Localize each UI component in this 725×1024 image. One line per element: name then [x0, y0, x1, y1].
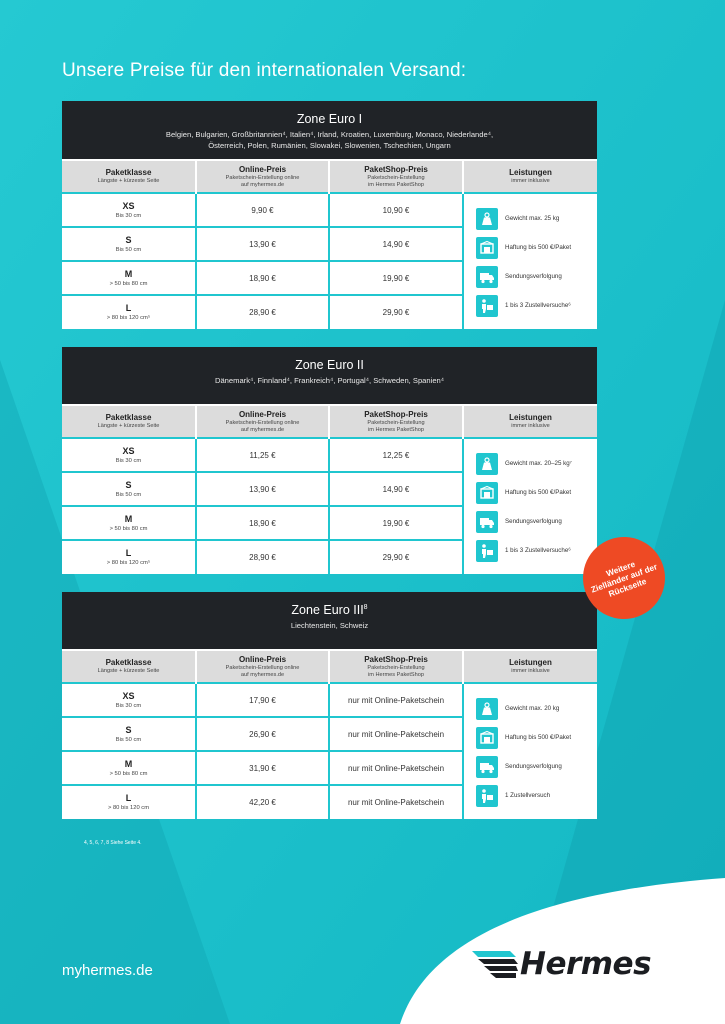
service-label: Gewicht max. 25 kg	[505, 215, 560, 222]
hermes-logo-text: Hermes	[520, 946, 652, 982]
table-header-row	[62, 160, 597, 193]
online-price-cell: 18,90 €	[196, 506, 329, 540]
tracking-truck-icon	[476, 756, 498, 778]
size-class-cell: XS Bis 30 cm	[62, 438, 196, 472]
column-header-online: Online-Preis Paketschein-Erstellung online auf myhermes.de	[196, 160, 329, 193]
service-label: Gewicht max. 20 kg	[505, 705, 560, 712]
liability-icon	[476, 727, 498, 749]
weight-icon	[476, 208, 498, 230]
service-item	[476, 723, 597, 752]
online-price-cell: 13,90 €	[196, 227, 329, 261]
service-label: Sendungsverfolgung	[505, 273, 562, 280]
zone-title: Zone Euro III$^8$	[291, 603, 368, 618]
zone-countries: Dänemark⁴, Finnland⁴, Frankreich⁴, Portugal⁴, Schweden, Spanien⁴	[214, 376, 445, 386]
courier-icon	[476, 785, 498, 807]
liability-icon	[476, 482, 498, 504]
weight-icon	[476, 453, 498, 475]
column-header-services: Leistungen immer inklusive	[463, 160, 597, 193]
zone-euro-2-table	[62, 347, 597, 574]
price-table	[62, 159, 597, 329]
service-label: Haftung bis 500 €/Paket	[505, 244, 572, 251]
service-item	[476, 449, 597, 478]
online-price-cell: 26,90 €	[196, 717, 329, 751]
footnote: 4, 5, 6, 7, 8 Siehe Seite 4.	[84, 840, 142, 846]
service-label: Haftung bis 500 €/Paket	[505, 734, 572, 741]
table-header-row	[62, 405, 597, 438]
service-item	[476, 694, 597, 723]
shop-price-cell: 14,90 €	[329, 227, 463, 261]
table-header-row	[62, 650, 597, 683]
shop-price-cell: nur mit Online-Paketschein	[329, 751, 463, 785]
shop-price-cell: nur mit Online-Paketschein	[329, 683, 463, 717]
courier-icon	[476, 540, 498, 562]
service-item	[476, 233, 597, 262]
online-price-cell: 17,90 €	[196, 683, 329, 717]
hermes-logo	[470, 944, 680, 984]
zone-title: Zone Euro II	[295, 358, 364, 373]
shop-price-cell: 10,90 €	[329, 193, 463, 227]
service-label: Sendungsverfolgung	[505, 518, 562, 525]
column-header-online: Online-Preis Paketschein-Erstellung online auf myhermes.de	[196, 650, 329, 683]
website-url[interactable]: myhermes.de	[62, 962, 153, 979]
service-label: Sendungsverfolgung	[505, 763, 562, 770]
online-price-cell: 28,90 €	[196, 295, 329, 329]
zone-euro-1-table	[62, 101, 597, 329]
table-row	[62, 193, 597, 227]
size-class-cell: XS Bis 30 cm	[62, 683, 196, 717]
zone-title: Zone Euro I	[296, 112, 363, 127]
zone-countries: Liechtenstein, Schweiz	[290, 621, 369, 631]
zone-title-footnote: 8	[363, 604, 368, 611]
shop-price-cell: 19,90 €	[329, 506, 463, 540]
zone-header	[62, 592, 597, 649]
size-class-cell: L > 80 bis 120 cm⁵	[62, 540, 196, 574]
service-label: 1 bis 3 Zustellversuche⁶	[505, 302, 571, 309]
service-item	[476, 507, 597, 536]
column-header-class: Paketklasse Längste + kürzeste Seite	[62, 160, 196, 193]
service-label: 1 Zustellversuch	[505, 792, 551, 799]
size-class-cell: S Bis 50 cm	[62, 227, 196, 261]
liability-icon	[476, 237, 498, 259]
hermes-wing-icon	[470, 947, 526, 981]
table-row	[62, 438, 597, 472]
zone-header	[62, 347, 597, 404]
online-price-cell: 31,90 €	[196, 751, 329, 785]
service-label: Haftung bis 500 €/Paket	[505, 489, 572, 496]
online-price-cell: 18,90 €	[196, 261, 329, 295]
services-cell	[463, 193, 597, 329]
size-class-cell: L > 80 bis 120 cm⁵	[62, 295, 196, 329]
size-class-cell: L > 80 bis 120 cm	[62, 785, 196, 819]
service-item	[476, 752, 597, 781]
service-item	[476, 262, 597, 291]
column-header-shop: PaketShop-Preis Paketschein-Erstellung im Hermes PaketShop	[329, 160, 463, 193]
shop-price-cell: 14,90 €	[329, 472, 463, 506]
size-class-cell: M > 50 bis 80 cm	[62, 261, 196, 295]
online-price-cell: 13,90 €	[196, 472, 329, 506]
service-item	[476, 291, 597, 320]
zone-euro-3-table	[62, 592, 597, 819]
shop-price-cell: 29,90 €	[329, 540, 463, 574]
column-header-class: Paketklasse Längste + kürzeste Seite	[62, 650, 196, 683]
service-item	[476, 536, 597, 565]
more-destinations-badge: Weitere Zielländer auf der Rückseite	[571, 525, 676, 630]
service-label: Gewicht max. 20–25 kg⁷	[505, 460, 572, 467]
online-price-cell: 9,90 €	[196, 193, 329, 227]
shop-price-cell: 19,90 €	[329, 261, 463, 295]
price-table	[62, 649, 597, 819]
zone-countries: Belgien, Bulgarien, Großbritannien⁴, Italien⁴, Irland, Kroatien, Luxemburg, Monaco, Niederlande⁴, Österreich, Polen, Rumänien, Slowakei, Slowenien, Tschechien, Ungarn	[165, 130, 494, 151]
shop-price-cell: nur mit Online-Paketschein	[329, 717, 463, 751]
column-header-online: Online-Preis Paketschein-Erstellung online auf myhermes.de	[196, 405, 329, 438]
online-price-cell: 11,25 €	[196, 438, 329, 472]
price-table	[62, 404, 597, 574]
size-class-cell: S Bis 50 cm	[62, 472, 196, 506]
shop-price-cell: nur mit Online-Paketschein	[329, 785, 463, 819]
column-header-class: Paketklasse Längste + kürzeste Seite	[62, 405, 196, 438]
online-price-cell: 28,90 €	[196, 540, 329, 574]
services-cell	[463, 438, 597, 574]
column-header-services: Leistungen immer inklusive	[463, 650, 597, 683]
zone-header	[62, 101, 597, 159]
services-cell	[463, 683, 597, 819]
column-header-shop: PaketShop-Preis Paketschein-Erstellung im Hermes PaketShop	[329, 650, 463, 683]
size-class-cell: S Bis 50 cm	[62, 717, 196, 751]
shop-price-cell: 29,90 €	[329, 295, 463, 329]
column-header-shop: PaketShop-Preis Paketschein-Erstellung im Hermes PaketShop	[329, 405, 463, 438]
tracking-truck-icon	[476, 511, 498, 533]
size-class-cell: M > 50 bis 80 cm	[62, 751, 196, 785]
column-header-services: Leistungen immer inklusive	[463, 405, 597, 438]
service-item	[476, 478, 597, 507]
page-title: Unsere Preise für den internationalen Versand:	[62, 60, 467, 81]
service-label: 1 bis 3 Zustellversuche⁶	[505, 547, 571, 554]
tracking-truck-icon	[476, 266, 498, 288]
service-item	[476, 204, 597, 233]
weight-icon	[476, 698, 498, 720]
service-item	[476, 781, 597, 810]
courier-icon	[476, 295, 498, 317]
size-class-cell: M > 50 bis 80 cm	[62, 506, 196, 540]
size-class-cell: XS Bis 30 cm	[62, 193, 196, 227]
table-row	[62, 683, 597, 717]
online-price-cell: 42,20 €	[196, 785, 329, 819]
shop-price-cell: 12,25 €	[329, 438, 463, 472]
